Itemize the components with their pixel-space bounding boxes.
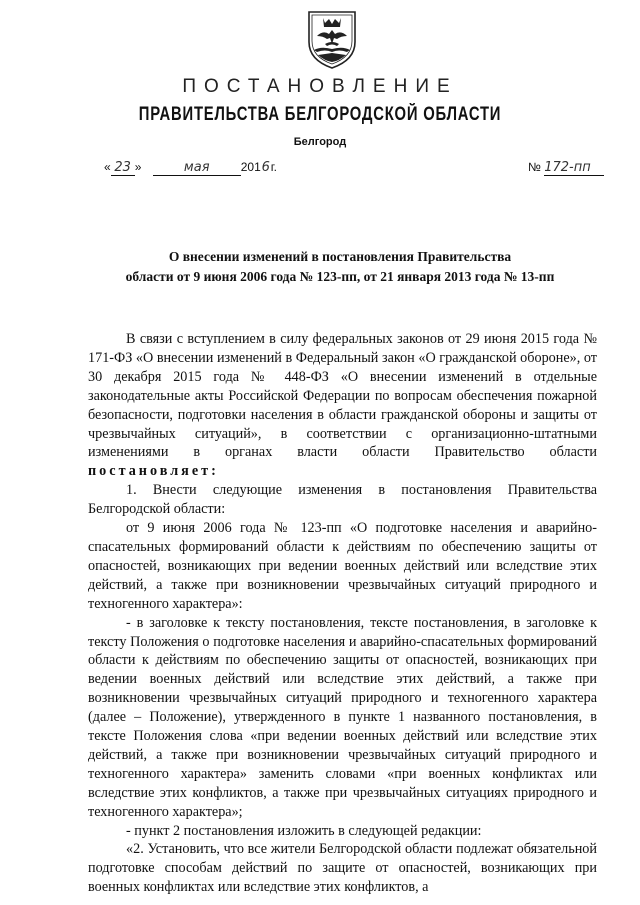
paragraph-new-item2: «2. Установить, что все жители Белгородской области подлежат обязательной подготовке способам действий по защите от опасностей, возникающих при военных конфликтах или вследствие этих конфликтов, а — [88, 841, 597, 896]
date-year-suffix: 6 — [261, 160, 270, 175]
document-type-heading: ПОСТАНОВЛЕНИЕ — [182, 76, 458, 97]
paragraph-preamble — [88, 330, 597, 481]
document-title — [60, 247, 620, 287]
date-day: 23 — [111, 161, 135, 176]
number-prefix: № — [528, 160, 541, 174]
issuing-authority-heading: ПРАВИТЕЛЬСТВА БЕЛГОРОДСКОЙ ОБЛАСТИ — [138, 104, 502, 125]
paragraph-amendment-title: - в заголовке к тексту постановления, тексте постановления, в заголовке к тексту Положения о подготовке населения и аварийно-спасательных формирований области к действиям по обеспечению защиты от опасностей, возникающих при ведении военных действий или вследствие этих действий, а также при возникновении чрезвычайных ситуаций природного и техногенного характера (далее – Положение), утвержденного в пункте 1 названного постановления, в тексте Положения слова «при ведении военных действий или вследствие этих действий, а также при возникновении чрезвычайных ситуаций природного и техногенного характера» заменить словами «при военных конфликтах или вследствие этих конфликтов, а также при чрезвычайных ситуациях природного и техногенного характера»; — [88, 614, 597, 820]
city-label: Белгород — [293, 136, 347, 148]
title-line-2: области от 9 июня 2006 года № 123-пп, от 21 января 2013 года № 13-пп — [125, 269, 555, 284]
date-open-quote: « — [104, 160, 111, 174]
date-close-quote: » — [134, 160, 142, 174]
document-date — [104, 160, 277, 176]
belgorod-coat-of-arms-icon — [303, 8, 361, 70]
document-number — [528, 160, 604, 176]
paragraph-item-1: 1. Внести следующие изменения в постановления Правительства Белгородской области: — [88, 482, 597, 518]
date-month: мая — [153, 161, 241, 176]
decree-word: постановляет: — [88, 463, 219, 480]
title-line-1: О внесении изменений в постановления Правительства — [168, 249, 512, 264]
coat-of-arms-emblem — [303, 8, 361, 70]
document-body — [88, 330, 597, 897]
date-year-prefix: 201 — [240, 160, 261, 174]
date-year-end: г. — [270, 160, 277, 174]
preamble-text: В связи с вступлением в силу федеральных законов от 29 июня 2015 года № 171-ФЗ «О внесении изменений в Федеральный закон «О гражданской обороне», от 30 декабря 2015 года № 448-ФЗ «О внесении изменений в отдельные законодательные акты Российской Федерации по вопросам обеспечения пожарной безопасности, подготовки населения в области гражданской обороны и защиты от чрезвычайных ситуаций», в соответствии с организационно-штатными изменениями в органах власти области Правительство области — [88, 331, 597, 461]
paragraph-amendment-item2: - пункт 2 постановления изложить в следующей редакции: — [126, 822, 482, 839]
number-value: 172-пп — [544, 160, 604, 176]
paragraph-decree-123: от 9 июня 2006 года № 123-пп «О подготовке населения и аварийно-спасательных формирований области к действиям по обеспечению защиты от опасностей, возникающих при ведении военных действий или вследствие этих действий, а также при возникновении чрезвычайных ситуаций природного и техногенного характера»: — [88, 520, 597, 612]
